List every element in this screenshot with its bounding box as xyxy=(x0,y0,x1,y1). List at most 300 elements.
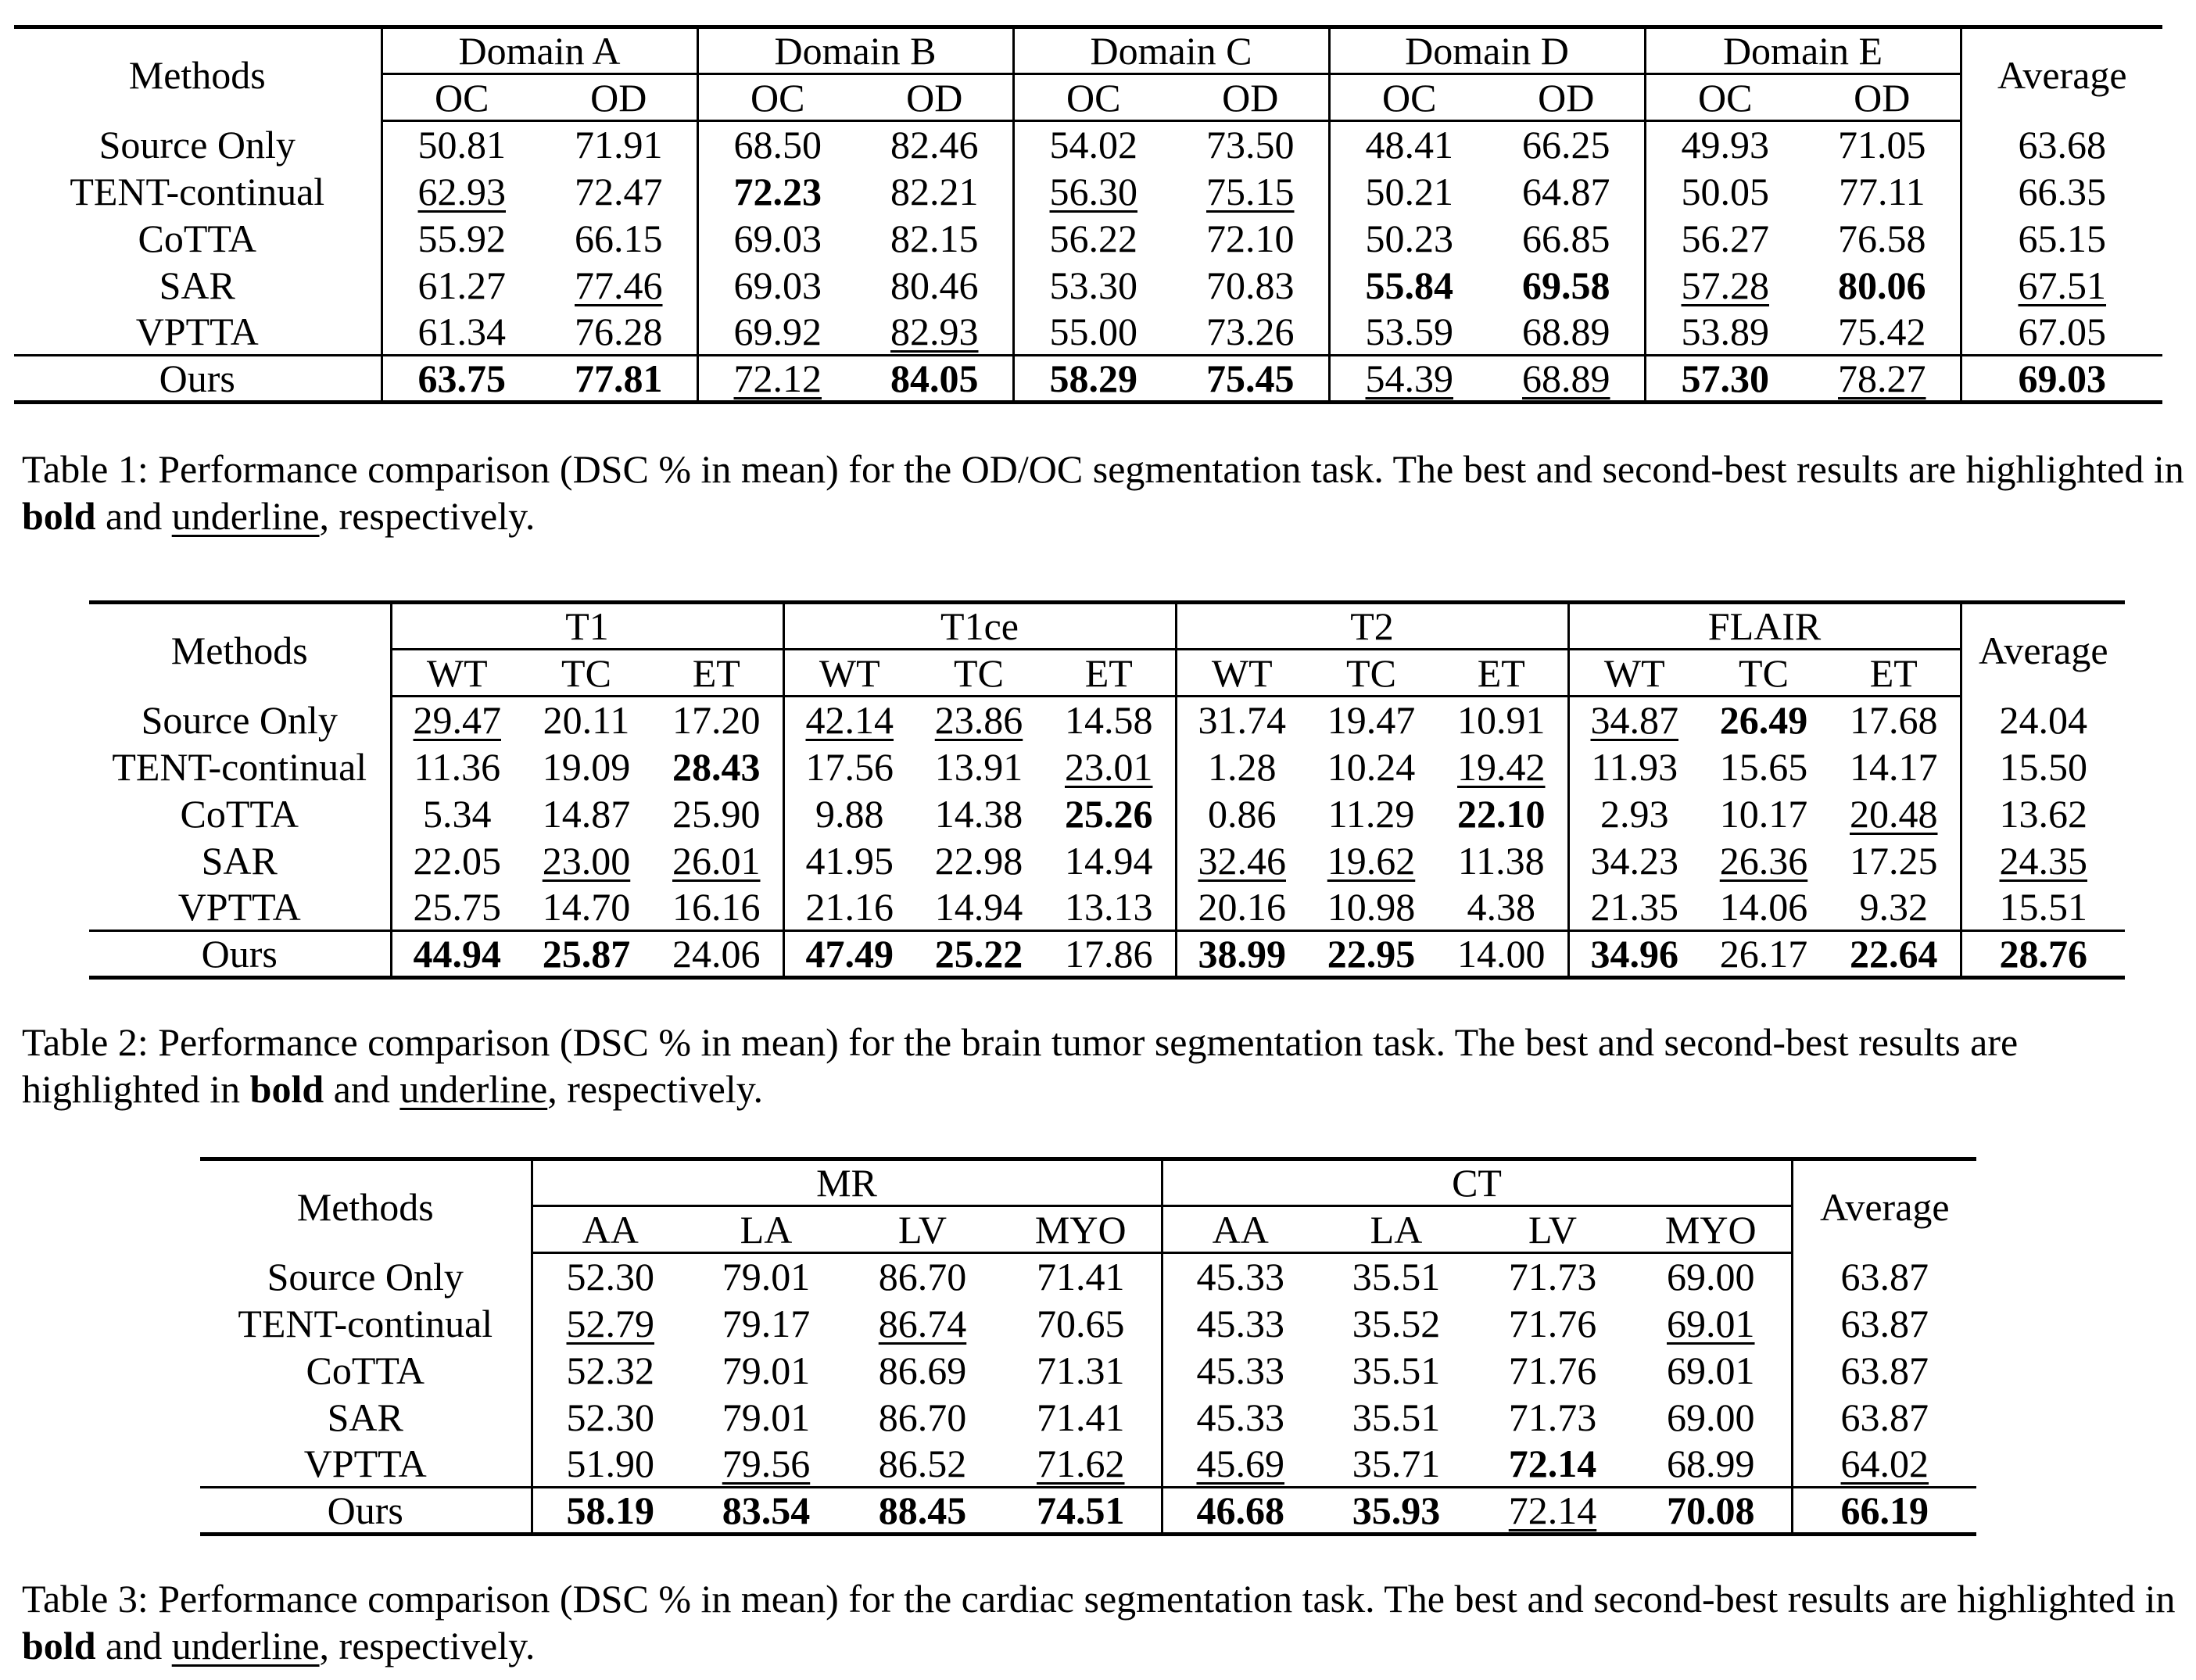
score-cell xyxy=(1013,168,1173,215)
average-value: 13.62 xyxy=(1999,791,2087,836)
score-value: 56.27 xyxy=(1681,216,1770,260)
score-cell xyxy=(541,121,697,168)
score-value: 83.54 xyxy=(722,1488,811,1532)
score-value: 77.81 xyxy=(575,356,663,400)
caption-lead: Table 3: Performance comparison (DSC % in mean) for the cardiac segmentation task. The best and second-best results are highlighted in xyxy=(22,1577,2176,1621)
sub-header: LA xyxy=(1318,1206,1474,1253)
score-cell xyxy=(1001,1441,1162,1488)
score-value: 76.28 xyxy=(575,309,663,353)
score-cell xyxy=(532,1394,688,1441)
score-cell xyxy=(1474,1300,1631,1347)
score-value: 29.47 xyxy=(413,698,501,743)
score-cell xyxy=(1474,1347,1631,1394)
score-cell xyxy=(1176,697,1307,743)
score-value: 71.73 xyxy=(1508,1395,1597,1439)
score-value: 11.38 xyxy=(1457,838,1545,883)
score-value: 9.32 xyxy=(1859,884,1928,929)
score-value: 32.46 xyxy=(1198,838,1286,883)
score-cell xyxy=(844,1253,1001,1300)
score-value: 23.01 xyxy=(1065,744,1153,789)
score-cell xyxy=(915,884,1043,931)
method-name: TENT-continual xyxy=(14,168,382,215)
score-cell xyxy=(1329,215,1488,262)
score-cell xyxy=(1176,884,1307,931)
score-value: 69.01 xyxy=(1667,1348,1755,1392)
method-name: VPTTA xyxy=(14,309,382,356)
score-value: 14.38 xyxy=(934,791,1023,836)
method-name: VPTTA xyxy=(89,884,391,931)
score-cell xyxy=(1435,743,1568,790)
method-name: Ours xyxy=(89,931,391,978)
score-cell xyxy=(1804,215,1961,262)
average-cell xyxy=(1961,168,2162,215)
score-value: 50.05 xyxy=(1681,169,1770,213)
score-cell xyxy=(1318,1347,1474,1394)
sub-header: OC xyxy=(1013,74,1173,121)
score-value: 14.06 xyxy=(1719,884,1808,929)
score-value: 79.17 xyxy=(722,1301,811,1345)
score-value: 14.94 xyxy=(1065,838,1153,883)
score-cell xyxy=(1162,1253,1318,1300)
score-cell xyxy=(844,1394,1001,1441)
sub-header: TC xyxy=(1307,650,1435,697)
group-header: FLAIR xyxy=(1568,603,1961,650)
table-row xyxy=(89,837,2125,884)
score-cell xyxy=(532,1253,688,1300)
score-cell xyxy=(391,790,522,837)
table-row xyxy=(14,168,2162,215)
caption-bold-word: bold xyxy=(249,1067,324,1111)
score-cell xyxy=(650,884,783,931)
caption-underline-word: underline xyxy=(399,1067,548,1111)
score-value: 56.30 xyxy=(1049,169,1137,213)
score-value: 68.89 xyxy=(1522,309,1610,353)
average-value: 66.35 xyxy=(2018,169,2107,213)
sub-header: OC xyxy=(1645,74,1804,121)
score-cell xyxy=(857,262,1013,309)
score-value: 55.00 xyxy=(1049,309,1137,353)
score-value: 79.56 xyxy=(722,1441,811,1485)
score-cell xyxy=(1307,743,1435,790)
score-value: 2.93 xyxy=(1600,791,1669,836)
table-row xyxy=(200,1394,1976,1441)
score-cell xyxy=(857,168,1013,215)
score-cell xyxy=(915,697,1043,743)
score-cell xyxy=(391,837,522,884)
score-value: 52.30 xyxy=(566,1395,654,1439)
sub-header: OC xyxy=(697,74,857,121)
score-value: 80.46 xyxy=(890,263,979,307)
score-cell xyxy=(1013,262,1173,309)
average-value: 65.15 xyxy=(2018,216,2107,260)
score-cell xyxy=(650,790,783,837)
score-cell xyxy=(1474,1253,1631,1300)
score-cell xyxy=(1307,884,1435,931)
score-cell xyxy=(688,1441,844,1488)
caption-and-word: and xyxy=(106,1624,163,1667)
score-value: 79.01 xyxy=(722,1395,811,1439)
score-value: 25.87 xyxy=(542,932,631,976)
score-cell xyxy=(688,1347,844,1394)
score-value: 70.83 xyxy=(1206,263,1295,307)
score-cell xyxy=(1435,697,1568,743)
sub-header: AA xyxy=(532,1206,688,1253)
score-value: 69.03 xyxy=(733,263,822,307)
score-value: 14.70 xyxy=(542,884,631,929)
score-value: 45.33 xyxy=(1196,1301,1284,1345)
caption-bold-word: bold xyxy=(22,494,96,538)
score-value: 52.30 xyxy=(566,1255,654,1299)
score-value: 73.26 xyxy=(1206,309,1295,353)
score-cell xyxy=(541,356,697,403)
score-cell xyxy=(1176,790,1307,837)
score-cell xyxy=(1435,837,1568,884)
table-2-caption xyxy=(22,1019,2187,1112)
table-row xyxy=(89,743,2125,790)
score-cell xyxy=(1488,168,1645,215)
score-cell xyxy=(1631,1300,1792,1347)
score-cell xyxy=(1001,1394,1162,1441)
score-cell xyxy=(1162,1394,1318,1441)
score-cell xyxy=(382,121,541,168)
table-cardiac-segmentation xyxy=(200,1157,1976,1536)
score-value: 14.94 xyxy=(934,884,1023,929)
sub-header: OD xyxy=(541,74,697,121)
score-value: 35.51 xyxy=(1352,1255,1441,1299)
score-value: 23.86 xyxy=(934,698,1023,743)
score-cell xyxy=(1631,1488,1792,1535)
caption-lead: Table 2: Performance comparison (DSC % in mean) for the brain tumor segmentation task. The best and second-best results are highlighted in xyxy=(22,1020,2019,1111)
table-row xyxy=(89,697,2125,743)
table-3-caption xyxy=(22,1575,2187,1669)
score-cell xyxy=(541,262,697,309)
score-cell xyxy=(1804,262,1961,309)
score-cell xyxy=(857,309,1013,356)
score-cell xyxy=(1474,1488,1631,1535)
table-row xyxy=(200,1347,1976,1394)
score-value: 1.28 xyxy=(1208,744,1277,789)
score-cell xyxy=(1435,790,1568,837)
score-value: 26.17 xyxy=(1719,932,1808,976)
methods-header: Methods xyxy=(14,27,382,121)
score-cell xyxy=(783,743,915,790)
score-cell xyxy=(783,790,915,837)
average-value: 63.87 xyxy=(1840,1395,1929,1439)
table-1-caption xyxy=(22,446,2187,539)
score-value: 61.27 xyxy=(417,263,506,307)
score-cell xyxy=(1700,697,1828,743)
score-value: 19.42 xyxy=(1457,744,1546,789)
average-value: 24.04 xyxy=(1999,697,2087,742)
group-header: Domain A xyxy=(382,27,697,74)
score-value: 35.71 xyxy=(1352,1441,1441,1485)
score-cell xyxy=(1173,356,1329,403)
average-cell xyxy=(1961,121,2162,168)
average-value: 63.87 xyxy=(1840,1301,1929,1345)
average-value: 63.68 xyxy=(2018,122,2107,167)
score-cell xyxy=(1043,884,1176,931)
average-header: Average xyxy=(1961,27,2162,121)
score-value: 71.41 xyxy=(1037,1395,1125,1439)
score-cell xyxy=(1804,168,1961,215)
score-value: 22.95 xyxy=(1327,932,1416,976)
score-value: 31.74 xyxy=(1198,698,1286,743)
score-value: 34.96 xyxy=(1590,932,1678,976)
average-value: 28.76 xyxy=(1999,932,2087,976)
score-value: 63.75 xyxy=(417,356,506,400)
score-cell xyxy=(532,1300,688,1347)
method-name: CoTTA xyxy=(14,215,382,262)
score-cell xyxy=(650,931,783,978)
score-value: 17.25 xyxy=(1850,838,1938,883)
score-value: 55.84 xyxy=(1365,263,1453,307)
score-value: 68.99 xyxy=(1667,1441,1755,1485)
score-cell xyxy=(522,837,650,884)
score-cell xyxy=(1043,743,1176,790)
score-cell xyxy=(1001,1488,1162,1535)
score-value: 10.91 xyxy=(1457,698,1546,743)
score-value: 68.89 xyxy=(1522,356,1610,400)
score-cell xyxy=(1329,168,1488,215)
method-name: Source Only xyxy=(89,697,391,743)
methods-header: Methods xyxy=(200,1159,532,1253)
score-cell xyxy=(1828,790,1961,837)
table-row xyxy=(200,1488,1976,1535)
score-cell xyxy=(1013,356,1173,403)
score-value: 74.51 xyxy=(1037,1488,1125,1532)
score-value: 14.17 xyxy=(1850,744,1938,789)
score-cell xyxy=(1043,931,1176,978)
score-cell xyxy=(1828,697,1961,743)
table-row xyxy=(14,215,2162,262)
sub-header: LV xyxy=(844,1206,1001,1253)
method-name: TENT-continual xyxy=(89,743,391,790)
score-value: 25.26 xyxy=(1065,791,1153,836)
sub-header: WT xyxy=(391,650,522,697)
score-cell xyxy=(1001,1300,1162,1347)
caption-bold-word: bold xyxy=(22,1624,96,1667)
average-header: Average xyxy=(1792,1159,1976,1253)
score-cell xyxy=(1043,697,1176,743)
method-name: TENT-continual xyxy=(200,1300,532,1347)
score-value: 86.74 xyxy=(878,1301,967,1345)
score-value: 82.93 xyxy=(890,309,979,353)
score-value: 66.25 xyxy=(1522,123,1610,167)
sub-header: OD xyxy=(1488,74,1645,121)
group-header: CT xyxy=(1162,1159,1792,1206)
sub-header: LA xyxy=(688,1206,844,1253)
score-value: 86.70 xyxy=(878,1395,967,1439)
sub-header: OD xyxy=(1804,74,1961,121)
average-cell xyxy=(1792,1347,1976,1394)
score-cell xyxy=(844,1488,1001,1535)
sub-header: OD xyxy=(1173,74,1329,121)
score-value: 75.45 xyxy=(1206,356,1295,400)
average-value: 64.02 xyxy=(1840,1441,1929,1485)
score-value: 68.50 xyxy=(733,123,822,167)
average-cell xyxy=(1961,837,2125,884)
score-value: 71.62 xyxy=(1037,1441,1125,1485)
average-value: 63.87 xyxy=(1840,1254,1929,1299)
score-value: 54.02 xyxy=(1049,123,1137,167)
score-cell xyxy=(541,309,697,356)
average-value: 15.50 xyxy=(1999,744,2087,789)
score-cell xyxy=(1318,1253,1474,1300)
average-cell xyxy=(1792,1441,1976,1488)
score-cell xyxy=(1828,884,1961,931)
score-cell xyxy=(1001,1253,1162,1300)
table-row xyxy=(89,931,2125,978)
group-header: Domain C xyxy=(1013,27,1329,74)
average-header: Average xyxy=(1961,603,2125,697)
score-value: 26.01 xyxy=(672,838,761,883)
score-value: 72.47 xyxy=(575,169,663,213)
score-cell xyxy=(915,931,1043,978)
score-cell xyxy=(1488,262,1645,309)
score-value: 71.76 xyxy=(1508,1301,1597,1345)
score-cell xyxy=(857,121,1013,168)
score-value: 86.52 xyxy=(878,1441,967,1485)
score-value: 5.34 xyxy=(423,791,492,836)
score-cell xyxy=(1631,1441,1792,1488)
score-cell xyxy=(391,931,522,978)
score-value: 34.23 xyxy=(1590,838,1678,883)
group-header: Domain B xyxy=(697,27,1013,74)
score-value: 13.91 xyxy=(934,744,1023,789)
sub-header: TC xyxy=(522,650,650,697)
score-value: 71.91 xyxy=(575,123,663,167)
score-cell xyxy=(382,309,541,356)
score-cell xyxy=(1568,790,1700,837)
score-value: 82.15 xyxy=(890,216,979,260)
score-value: 50.81 xyxy=(417,123,506,167)
score-cell xyxy=(391,697,522,743)
score-cell xyxy=(541,215,697,262)
score-value: 57.30 xyxy=(1681,356,1770,400)
score-cell xyxy=(1828,837,1961,884)
score-value: 72.10 xyxy=(1206,216,1295,260)
score-value: 73.50 xyxy=(1206,123,1295,167)
score-cell xyxy=(1700,884,1828,931)
score-cell xyxy=(1631,1394,1792,1441)
table-row xyxy=(14,262,2162,309)
score-value: 24.06 xyxy=(672,932,761,976)
score-cell xyxy=(1176,931,1307,978)
score-value: 56.22 xyxy=(1049,216,1137,260)
score-value: 45.33 xyxy=(1196,1255,1284,1299)
score-value: 20.16 xyxy=(1198,884,1286,929)
average-cell xyxy=(1961,884,2125,931)
score-value: 76.58 xyxy=(1838,216,1926,260)
score-cell xyxy=(1474,1394,1631,1441)
score-cell xyxy=(1435,931,1568,978)
score-value: 46.68 xyxy=(1196,1488,1284,1532)
score-cell xyxy=(1645,121,1804,168)
score-cell xyxy=(688,1300,844,1347)
score-cell xyxy=(1318,1300,1474,1347)
score-value: 9.88 xyxy=(815,791,884,836)
score-value: 64.87 xyxy=(1522,169,1610,213)
score-cell xyxy=(783,931,915,978)
table-row xyxy=(200,1300,1976,1347)
score-value: 0.86 xyxy=(1208,791,1277,836)
score-value: 22.64 xyxy=(1850,932,1938,976)
score-cell xyxy=(1329,356,1488,403)
score-value: 53.30 xyxy=(1049,263,1137,307)
score-value: 35.93 xyxy=(1352,1488,1441,1532)
score-value: 70.08 xyxy=(1667,1488,1755,1532)
score-value: 53.59 xyxy=(1365,309,1453,353)
table-row xyxy=(89,790,2125,837)
score-value: 19.47 xyxy=(1327,698,1416,743)
caption-tail: , respectively. xyxy=(319,494,536,538)
score-cell xyxy=(688,1394,844,1441)
group-header: T1 xyxy=(391,603,783,650)
score-cell xyxy=(1645,309,1804,356)
score-value: 66.15 xyxy=(575,216,663,260)
sub-header: ET xyxy=(1043,650,1176,697)
score-value: 50.21 xyxy=(1365,169,1453,213)
average-cell xyxy=(1961,931,2125,978)
score-cell xyxy=(1700,931,1828,978)
score-cell xyxy=(1700,790,1828,837)
score-value: 22.10 xyxy=(1457,791,1546,836)
score-cell xyxy=(697,356,857,403)
score-cell xyxy=(522,743,650,790)
score-value: 16.16 xyxy=(672,884,761,929)
score-value: 26.49 xyxy=(1719,698,1808,743)
average-cell xyxy=(1961,697,2125,743)
score-value: 14.87 xyxy=(542,791,631,836)
score-cell xyxy=(1804,309,1961,356)
score-value: 86.69 xyxy=(878,1348,967,1392)
group-header: Domain E xyxy=(1645,27,1961,74)
score-value: 45.33 xyxy=(1196,1348,1284,1392)
score-value: 26.36 xyxy=(1719,838,1808,883)
score-cell xyxy=(857,356,1013,403)
method-name: SAR xyxy=(14,262,382,309)
score-value: 11.36 xyxy=(414,744,501,789)
score-value: 17.68 xyxy=(1850,698,1938,743)
score-value: 13.13 xyxy=(1065,884,1153,929)
score-cell xyxy=(1318,1394,1474,1441)
score-cell xyxy=(1568,837,1700,884)
score-cell xyxy=(1318,1441,1474,1488)
score-value: 70.65 xyxy=(1037,1301,1125,1345)
average-value: 63.87 xyxy=(1840,1348,1929,1392)
score-value: 34.87 xyxy=(1590,698,1678,743)
score-value: 79.01 xyxy=(722,1255,811,1299)
score-value: 61.34 xyxy=(417,309,506,353)
sub-header: OC xyxy=(1329,74,1488,121)
score-value: 71.41 xyxy=(1037,1255,1125,1299)
score-cell xyxy=(1176,837,1307,884)
score-cell xyxy=(1488,121,1645,168)
average-cell xyxy=(1961,215,2162,262)
score-value: 54.39 xyxy=(1365,356,1453,400)
score-value: 58.19 xyxy=(566,1488,654,1532)
score-cell xyxy=(783,697,915,743)
score-cell xyxy=(697,262,857,309)
score-cell xyxy=(1804,121,1961,168)
method-name: Ours xyxy=(14,356,382,403)
average-value: 67.51 xyxy=(2018,263,2107,307)
average-cell xyxy=(1792,1488,1976,1535)
score-cell xyxy=(1173,262,1329,309)
score-value: 25.75 xyxy=(413,884,501,929)
score-value: 80.06 xyxy=(1838,263,1926,307)
score-cell xyxy=(1488,215,1645,262)
